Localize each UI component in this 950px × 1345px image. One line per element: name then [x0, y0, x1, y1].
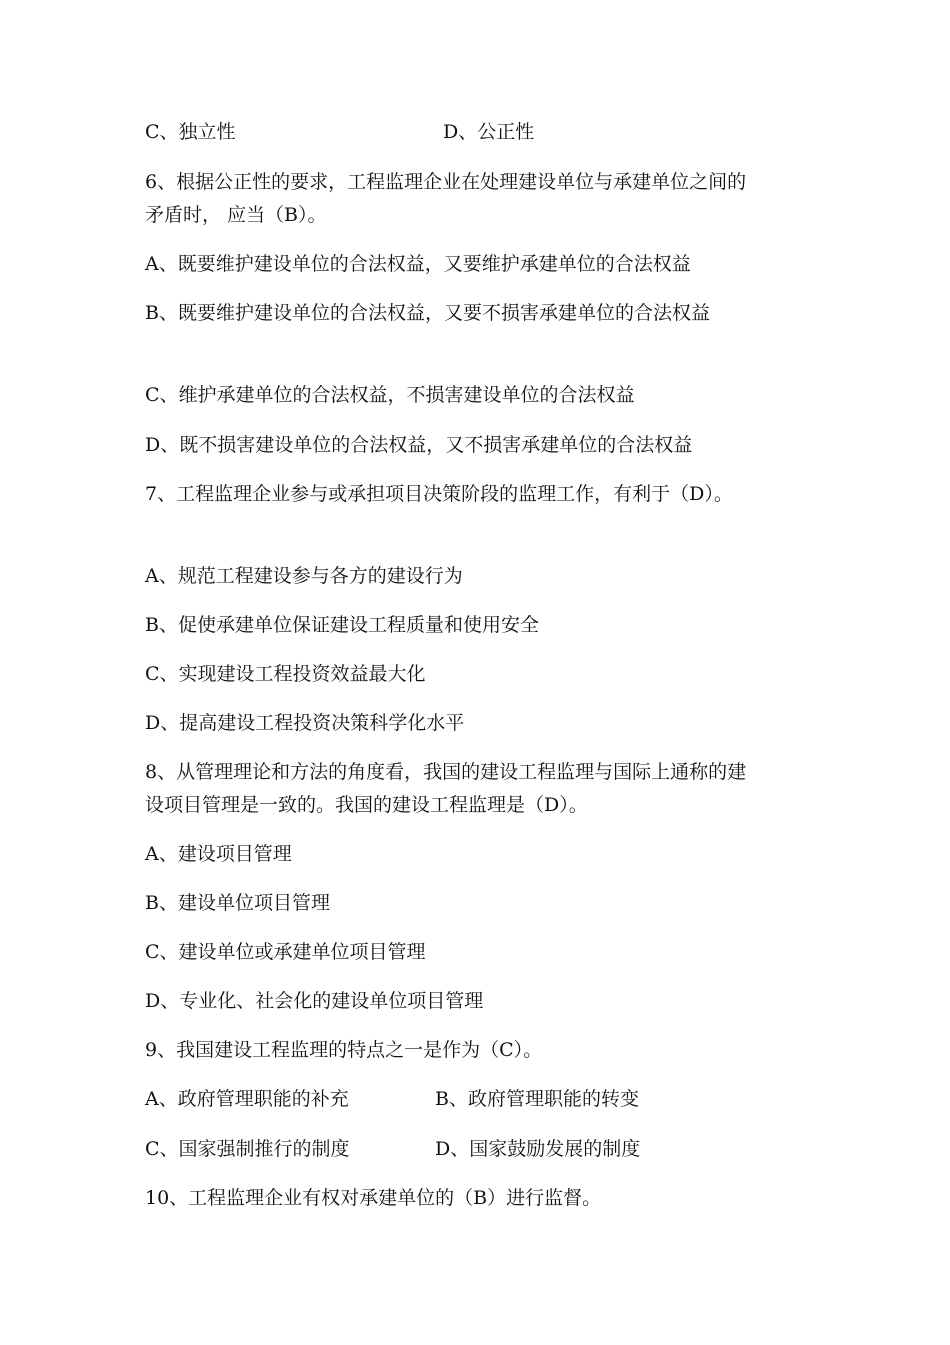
- q6-option-c: C、维护承建单位的合法权益，不损害建设单位的合法权益: [145, 384, 635, 406]
- q8-question: 8、从管理理论和方法的角度看，我国的建设工程监理与国际上通称的建设项目管理是一致的。我国的建设工程监理是（D）。: [145, 761, 747, 816]
- q9-option-c: C、国家强制推行的制度: [145, 1138, 350, 1160]
- q5-option-c: C、独立性: [145, 121, 236, 143]
- q10-question: 10、工程监理企业有权对承建单位的（B）进行监督。: [145, 1187, 602, 1209]
- q9-question: 9、我国建设工程监理的特点之一是作为（C）。: [145, 1039, 543, 1061]
- q7-option-a: A、规范工程建设参与各方的建设行为: [145, 565, 463, 587]
- q6-question: 6、根据公正性的要求，工程监理企业在处理建设单位与承建单位之间的矛盾时， 应当（B）。: [145, 171, 747, 226]
- q8-option-d: D、专业化、社会化的建设单位项目管理: [145, 990, 484, 1012]
- q7-option-c: C、实现建设工程投资效益最大化: [145, 663, 426, 685]
- q8-option-b: B、建设单位项目管理: [145, 892, 330, 914]
- q8-option-a: A、建设项目管理: [145, 843, 292, 865]
- q6-option-d: D、既不损害建设单位的合法权益，又不损害承建单位的合法权益: [145, 434, 693, 456]
- q7-option-b: B、促使承建单位保证建设工程质量和使用安全: [145, 614, 539, 636]
- q9-option-d: D、国家鼓励发展的制度: [435, 1138, 641, 1160]
- q6-option-b: B、既要维护建设单位的合法权益，又要不损害承建单位的合法权益: [145, 302, 710, 324]
- q7-option-d: D、提高建设工程投资决策科学化水平: [145, 712, 465, 734]
- q8-option-c: C、建设单位或承建单位项目管理: [145, 941, 426, 963]
- q5-option-d: D、公正性: [443, 121, 535, 143]
- q9-option-a: A、政府管理职能的补充: [145, 1088, 349, 1110]
- q6-option-a: A、既要维护建设单位的合法权益，又要维护承建单位的合法权益: [145, 253, 691, 275]
- q7-question: 7、工程监理企业参与或承担项目决策阶段的监理工作，有利于（D）。: [145, 483, 733, 505]
- q9-option-b: B、政府管理职能的转变: [435, 1088, 639, 1110]
